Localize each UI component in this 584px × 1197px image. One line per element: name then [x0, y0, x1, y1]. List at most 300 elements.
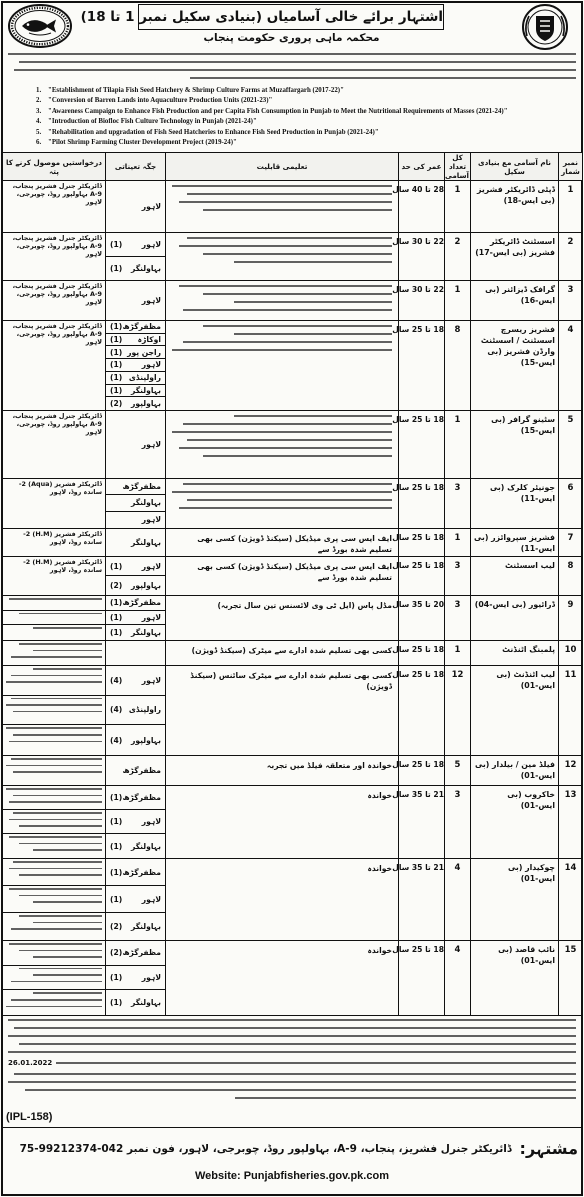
illegible-text-line: [9, 801, 102, 803]
address-list: [3, 479, 105, 528]
illegible-text-line: [9, 868, 102, 870]
post-count: 1: [445, 411, 471, 479]
header-serial: نمبر شمار: [559, 153, 583, 181]
place-list: [106, 941, 165, 1015]
illegible-text-line: [33, 668, 102, 670]
illegible-text-line: [187, 237, 392, 239]
place-city: لاہور: [141, 894, 161, 904]
place-city: بہاولنگر: [131, 922, 161, 931]
place-entry: [106, 334, 165, 347]
project-number: 5.: [36, 128, 42, 136]
qualification-cell: [166, 557, 399, 596]
place-city: لاہور: [141, 972, 161, 982]
table-row: [3, 321, 583, 411]
post-name: جونیئر کلرک (بی ایس-11): [471, 479, 559, 529]
serial-number: 4: [559, 321, 583, 411]
application-address-cell: [3, 321, 106, 411]
place-entry: [106, 696, 165, 726]
application-address-cell: [3, 941, 106, 1016]
age-limit: 18 تا 25 سال: [399, 941, 445, 1016]
place-city: مظفرگڑھ: [122, 482, 161, 492]
place-entry: [106, 233, 165, 257]
place-city: بہاولنگر: [131, 998, 161, 1008]
illegible-text-line: [9, 598, 102, 600]
post-count: 3: [445, 557, 471, 596]
project-item: [36, 107, 576, 117]
place-count: (1): [110, 817, 123, 826]
address-block: [3, 611, 105, 626]
place-of-posting-cell: [106, 596, 166, 641]
place-city: بہاولپور: [131, 581, 161, 590]
place-of-posting-cell: [106, 786, 166, 859]
place-count: (2): [110, 922, 123, 931]
post-name: فیلڈ مین / بیلدار (بی ایس-01): [471, 756, 559, 786]
illegible-text-line: [14, 1027, 576, 1029]
serial-number: 8: [559, 557, 583, 596]
illegible-text-line: [14, 69, 576, 71]
application-address-cell: [3, 233, 106, 281]
address-block: [3, 834, 105, 858]
post-count: 3: [445, 479, 471, 529]
qualification: [166, 479, 398, 528]
vacancies-table: [2, 152, 583, 1016]
place-of-posting-cell: [106, 666, 166, 756]
table-row: [3, 181, 583, 233]
footer-divider: [3, 1127, 581, 1128]
address-block: [3, 696, 105, 726]
age-limit: 18 تا 25 سال: [399, 756, 445, 786]
serial-number: 3: [559, 281, 583, 321]
qualification-cell: [166, 281, 399, 321]
place-city: لاہور: [141, 239, 161, 249]
illegible-text-line: [203, 253, 392, 255]
address-block: ڈائریکٹر جنرل فشریز پنجاب، 9-A بہاولپور روڈ، چوبرجی، لاہور: [12, 322, 102, 346]
place-entry: [106, 529, 165, 556]
place-of-posting-cell: [106, 941, 166, 1016]
header-qualification: تعلیمی قابلیت: [166, 153, 399, 181]
address-block: [3, 666, 105, 696]
illegible-text-line: [9, 741, 102, 743]
serial-number: 15: [559, 941, 583, 1016]
illegible-text-line: [183, 483, 392, 485]
illegible-text-line: [25, 1089, 576, 1091]
place-count: (1): [110, 263, 123, 273]
illegible-text-line: [187, 499, 392, 501]
post-count: 1: [445, 529, 471, 557]
place-entry: [106, 941, 165, 966]
place-of-posting-cell: [106, 529, 166, 557]
illegible-text-line: [33, 901, 102, 903]
illegible-text-line: [187, 193, 392, 195]
illegible-text-line: [8, 53, 576, 55]
address-block: [3, 859, 105, 886]
illegible-text-line: [33, 849, 102, 851]
application-address-cell: [3, 411, 106, 479]
illegible-text-line: [33, 992, 102, 994]
age-limit: 18 تا 25 سال: [399, 557, 445, 596]
address-block: [3, 810, 105, 834]
place-count: (2): [110, 948, 123, 958]
place-entry: [106, 479, 165, 495]
place-count: (4): [110, 735, 123, 745]
place-entry: [106, 257, 165, 281]
serial-number: 2: [559, 233, 583, 281]
place-list: [106, 281, 165, 320]
place-city: راولپنڈی: [128, 705, 161, 715]
application-address-cell: [3, 859, 106, 941]
place-count: (1): [110, 612, 123, 622]
project-number: 1.: [36, 87, 42, 94]
place-entry: [106, 346, 165, 359]
qualification: ایف ایس سی پری میڈیکل (سیکنڈ ڈویژن) کسی بھی تسلیم شدہ بورڈ سے: [197, 534, 392, 554]
ipl-code: (IPL-158): [6, 1111, 53, 1123]
place-entry: [106, 859, 165, 886]
place-entry: [106, 181, 165, 232]
place-city: مظفرگڑھ: [122, 598, 161, 608]
header-post-name: نام آسامی مع بنیادی سکیل: [471, 153, 559, 181]
place-entry: [106, 834, 165, 858]
place-list: [106, 641, 165, 665]
serial-number: 11: [559, 666, 583, 756]
illegible-text-line: [13, 795, 102, 797]
illegible-text-line: [8, 1081, 576, 1083]
advertiser-address: ڈائریکٹر جنرل فشریز، پنجاب، 9-A، بہاولپور روڈ، چوبرجی، لاہور، فون نمبر 042-99212374-75: [19, 1143, 512, 1155]
place-of-posting-cell: [106, 233, 166, 281]
illegible-text-line: [172, 491, 392, 493]
place-list: [106, 233, 165, 280]
application-address-cell: [3, 281, 106, 321]
government-of-punjab-emblem-icon: [514, 2, 576, 52]
place-count: (2): [110, 581, 123, 590]
illegible-text-line: [8, 1019, 576, 1021]
illegible-text-line: [203, 325, 392, 327]
place-entry: [106, 596, 165, 611]
place-city: لاہور: [141, 440, 161, 449]
application-address-cell: [3, 557, 106, 596]
illegible-text-line: [179, 201, 392, 203]
post-name: لیب اسسٹنٹ: [471, 557, 559, 596]
place-city: لاہور: [141, 561, 161, 571]
illegible-text-line: [19, 843, 102, 845]
place-of-posting-cell: [106, 859, 166, 941]
place-entry: [106, 725, 165, 755]
illegible-text-line: [33, 627, 102, 629]
address-list: [3, 321, 105, 410]
place-list: [106, 557, 165, 595]
qualification: [166, 411, 398, 478]
illegible-text-line: [172, 185, 392, 187]
address-list: [3, 557, 105, 595]
application-deadline-date: 26.01.2022: [8, 1059, 53, 1067]
place-count: (1): [110, 385, 123, 395]
place-city: بہاولنگر: [131, 841, 161, 851]
illegible-text-line: [8, 1035, 576, 1037]
place-entry: [106, 495, 165, 511]
place-of-posting-cell: [106, 641, 166, 666]
address-block: [3, 941, 105, 966]
place-entry: [106, 786, 165, 810]
address-block: ڈائریکٹر جنرل فشریز پنجاب، 9-A بہاولپور روڈ، چوبرجی، لاہور: [12, 412, 102, 436]
age-limit: 18 تا 25 سال: [399, 641, 445, 666]
address-block: ڈائریکٹر فشریز (H.M) 2- ساندہ روڈ، لاہور: [23, 558, 102, 574]
qualification-cell: [166, 479, 399, 529]
place-city: مظفرگڑھ: [122, 793, 161, 802]
header-age-limit: عمر کی حد: [399, 153, 445, 181]
age-limit: 18 تا 25 سال: [399, 411, 445, 479]
illegible-text-line: [33, 956, 102, 958]
qualification-cell: [166, 321, 399, 411]
advertisement-title: اشتہار برائے خالی آسامیاں (بنیادی سکیل نمبر 1 تا 18): [138, 4, 444, 30]
place-entry: [106, 913, 165, 940]
age-limit: 22 تا 30 سال: [399, 281, 445, 321]
illegible-text-line: [179, 507, 392, 509]
illegible-text-line: [234, 301, 392, 303]
place-city: راجن پور: [127, 347, 161, 357]
serial-number: 10: [559, 641, 583, 666]
department-subtitle: محکمہ ماہی پروری حکومت پنجاب: [203, 32, 380, 44]
place-city: لاہور: [141, 202, 161, 211]
illegible-text-line: [6, 788, 102, 790]
post-count: 3: [445, 596, 471, 641]
place-of-posting-cell: [106, 756, 166, 786]
post-name: فشریز سپروائزر (بی ایس-11): [471, 529, 559, 557]
post-count: 1: [445, 181, 471, 233]
serial-number: 1: [559, 181, 583, 233]
place-city: لاہور: [141, 515, 161, 525]
place-entry: [106, 576, 165, 595]
post-name: ڈرائیور (بی ایس-04): [471, 596, 559, 641]
place-count: (1): [110, 841, 123, 851]
qualification-cell: [166, 941, 399, 1016]
illegible-text-line: [19, 613, 102, 615]
place-city: مظفرگڑھ: [122, 948, 161, 958]
illegible-text-line: [33, 922, 102, 924]
place-count: (1): [110, 373, 123, 383]
advertiser-line: [6, 1138, 578, 1160]
place-city: بہاولنگر: [131, 385, 161, 395]
place-city: لاہور: [141, 360, 161, 370]
qualification-cell: [166, 596, 399, 641]
place-of-posting-cell: [106, 281, 166, 321]
post-name: چوکیدار (بی ایس-01): [471, 859, 559, 941]
post-name: گرافک ڈیزائنر (بی ایس-16): [471, 281, 559, 321]
illegible-text-line: [33, 650, 102, 652]
place-list: [106, 529, 165, 556]
qualification-cell: [166, 181, 399, 233]
illegible-text-line: [172, 349, 392, 351]
age-limit: 18 تا 25 سال: [399, 321, 445, 411]
place-count: (1): [110, 335, 123, 345]
place-entry: [106, 611, 165, 626]
place-entry: [106, 512, 165, 528]
address-block: [3, 786, 105, 810]
project-item: [36, 128, 576, 138]
address-block: [3, 913, 105, 940]
qualification-cell: [166, 859, 399, 941]
place-city: بہاولنگر: [131, 498, 161, 508]
qualification: کسی بھی تسلیم شدہ ادارے سے میٹرک (سیکنڈ ڈویژن): [191, 646, 392, 655]
place-count: (1): [110, 598, 123, 608]
project-title: "Pilot Shrimp Farming Cluster Development Project (2019-24)": [48, 138, 237, 146]
place-list: [106, 666, 165, 755]
address-list: [3, 529, 105, 556]
application-address-cell: [3, 529, 106, 557]
illegible-text-line: [33, 974, 102, 976]
table-body: [3, 181, 583, 1016]
place-list: [106, 321, 165, 410]
place-city: لاہور: [141, 675, 161, 685]
illegible-text-line: [234, 333, 392, 335]
qualification: [166, 181, 398, 232]
illegible-text-line: [8, 1051, 576, 1053]
application-address-cell: [3, 479, 106, 529]
place-entry: [106, 372, 165, 385]
header-application-address: درخواستیں موصول کرنے کا پتہ: [3, 153, 106, 181]
place-of-posting-cell: [106, 557, 166, 596]
qualification: [166, 233, 398, 280]
table-row: [3, 529, 583, 557]
place-entry: [106, 886, 165, 913]
project-title: "Introduction of Biofloc Fish Culture Technology in Punjab (2021-24)": [48, 118, 257, 126]
table-row: [3, 756, 583, 786]
place-count: (1): [110, 360, 123, 370]
place-list: [106, 756, 165, 785]
illegible-text-line: [14, 1073, 576, 1075]
qualification-cell: [166, 786, 399, 859]
illegible-text-line: [9, 943, 102, 945]
illegible-text-line: [187, 439, 392, 441]
illegible-text-line: [9, 888, 102, 890]
table-row: [3, 233, 583, 281]
qualification-cell: [166, 529, 399, 557]
address-list: [3, 786, 105, 858]
project-number: 2.: [36, 97, 42, 105]
place-city: بہاولپور: [131, 735, 161, 745]
place-count: (1): [110, 347, 123, 357]
illegible-text-line: [13, 711, 102, 713]
project-item: [36, 138, 576, 148]
illegible-text-line: [183, 341, 392, 343]
illegible-text-line: [11, 999, 102, 1001]
qualification: خواندہ: [367, 864, 392, 873]
illegible-text-line: [13, 861, 102, 863]
post-name: ڈپٹی ڈائریکٹر فشریز (بی ایس-18): [471, 181, 559, 233]
post-name: سٹینو گرافر (بی ایس-15): [471, 411, 559, 479]
qualification-cell: [166, 233, 399, 281]
address-block: [3, 990, 105, 1015]
place-count: (1): [110, 998, 123, 1008]
illegible-text-line: [19, 895, 102, 897]
fisheries-department-seal-icon: [7, 3, 73, 49]
table-header-row: [3, 153, 583, 181]
age-limit: 18 تا 25 سال: [399, 529, 445, 557]
application-address-cell: [3, 641, 106, 666]
address-block: ڈائریکٹر فشریز (H.M) 2- ساندہ روڈ، لاہور: [23, 530, 102, 546]
table-row: [3, 859, 583, 941]
post-name: پلمبنگ اٹنڈنٹ: [471, 641, 559, 666]
place-city: لاہور: [141, 817, 161, 826]
illegible-text-line: [19, 61, 576, 63]
header-total-posts: کل تعداد آسامی: [445, 153, 469, 180]
place-entry: [106, 756, 165, 785]
application-address-cell: [3, 756, 106, 786]
place-entry: [106, 990, 165, 1015]
illegible-text-line: [19, 968, 102, 970]
post-count: 2: [445, 233, 471, 281]
project-title: "Awareness Campaign to Enhance Fish Production and per Capita Fish Consumption in Punjab to Meet the Nutritional Requirements of Masses (2021-24)": [48, 107, 508, 115]
project-number: 4.: [36, 118, 42, 126]
post-count: 1: [445, 641, 471, 666]
project-item: [36, 117, 576, 127]
illegible-text-line: [11, 698, 102, 700]
place-of-posting-cell: [106, 181, 166, 233]
project-item: [36, 86, 576, 96]
qualification: خواندہ اور متعلقہ فیلڈ میں تجربہ: [266, 761, 392, 770]
illegible-text-line: [234, 415, 392, 417]
place-entry: [106, 359, 165, 372]
illegible-text-line: [179, 245, 392, 247]
address-list: [3, 411, 105, 478]
table-row: [3, 666, 583, 756]
age-limit: 20 تا 35 سال: [399, 596, 445, 641]
place-list: [106, 786, 165, 858]
place-list: [106, 411, 165, 478]
illegible-text-line: [11, 758, 102, 760]
table-row: [3, 281, 583, 321]
place-city: راولپنڈی: [128, 373, 161, 383]
place-city: اوکاڑہ: [137, 335, 161, 345]
application-address-cell: [3, 596, 106, 641]
place-city: مظفرگڑھ: [122, 766, 161, 775]
illegible-text-line: [6, 704, 102, 706]
place-entry: [106, 385, 165, 398]
application-address-cell: [3, 786, 106, 859]
place-list: [106, 596, 165, 640]
address-list: [3, 281, 105, 320]
address-list: [3, 859, 105, 940]
intro-paragraph: [8, 53, 576, 83]
illegible-text-line: [203, 209, 392, 211]
qualification: خواندہ: [367, 946, 392, 955]
place-list: [106, 479, 165, 528]
place-city: لاہور: [141, 296, 161, 305]
illegible-text-line: [6, 681, 102, 683]
post-count: 4: [445, 859, 471, 941]
post-count: 5: [445, 756, 471, 786]
illegible-text-line: [13, 812, 102, 814]
address-block: [3, 966, 105, 991]
place-entry: [106, 411, 165, 478]
illegible-text-line: [11, 981, 102, 983]
illegible-text-line: [19, 643, 102, 645]
project-title: "Rehabilitation and upgradation of Fish Seed Hatcheries to Enhance Fish Seed Production in Punjab (2021-24)": [48, 128, 379, 136]
illegible-text-line: [183, 423, 392, 425]
address-block: [3, 756, 105, 785]
qualification: ایف ایس سی پری میڈیکل (سیکنڈ ڈویژن) کسی بھی تسلیم شدہ بورڈ سے: [197, 562, 392, 582]
post-count: 4: [445, 941, 471, 1016]
place-entry: [106, 666, 165, 696]
place-entry: [106, 810, 165, 834]
address-block: [3, 886, 105, 913]
post-name: نائب قاصد (بی ایس-01): [471, 941, 559, 1016]
qualification-cell: [166, 411, 399, 479]
table-row: [3, 596, 583, 641]
age-limit: 21 تا 35 سال: [399, 786, 445, 859]
qualification: خواندہ: [367, 791, 392, 800]
illegible-text-line: [203, 455, 392, 457]
place-count: (2): [110, 399, 123, 409]
place-city: مظفرگڑھ: [122, 867, 161, 877]
